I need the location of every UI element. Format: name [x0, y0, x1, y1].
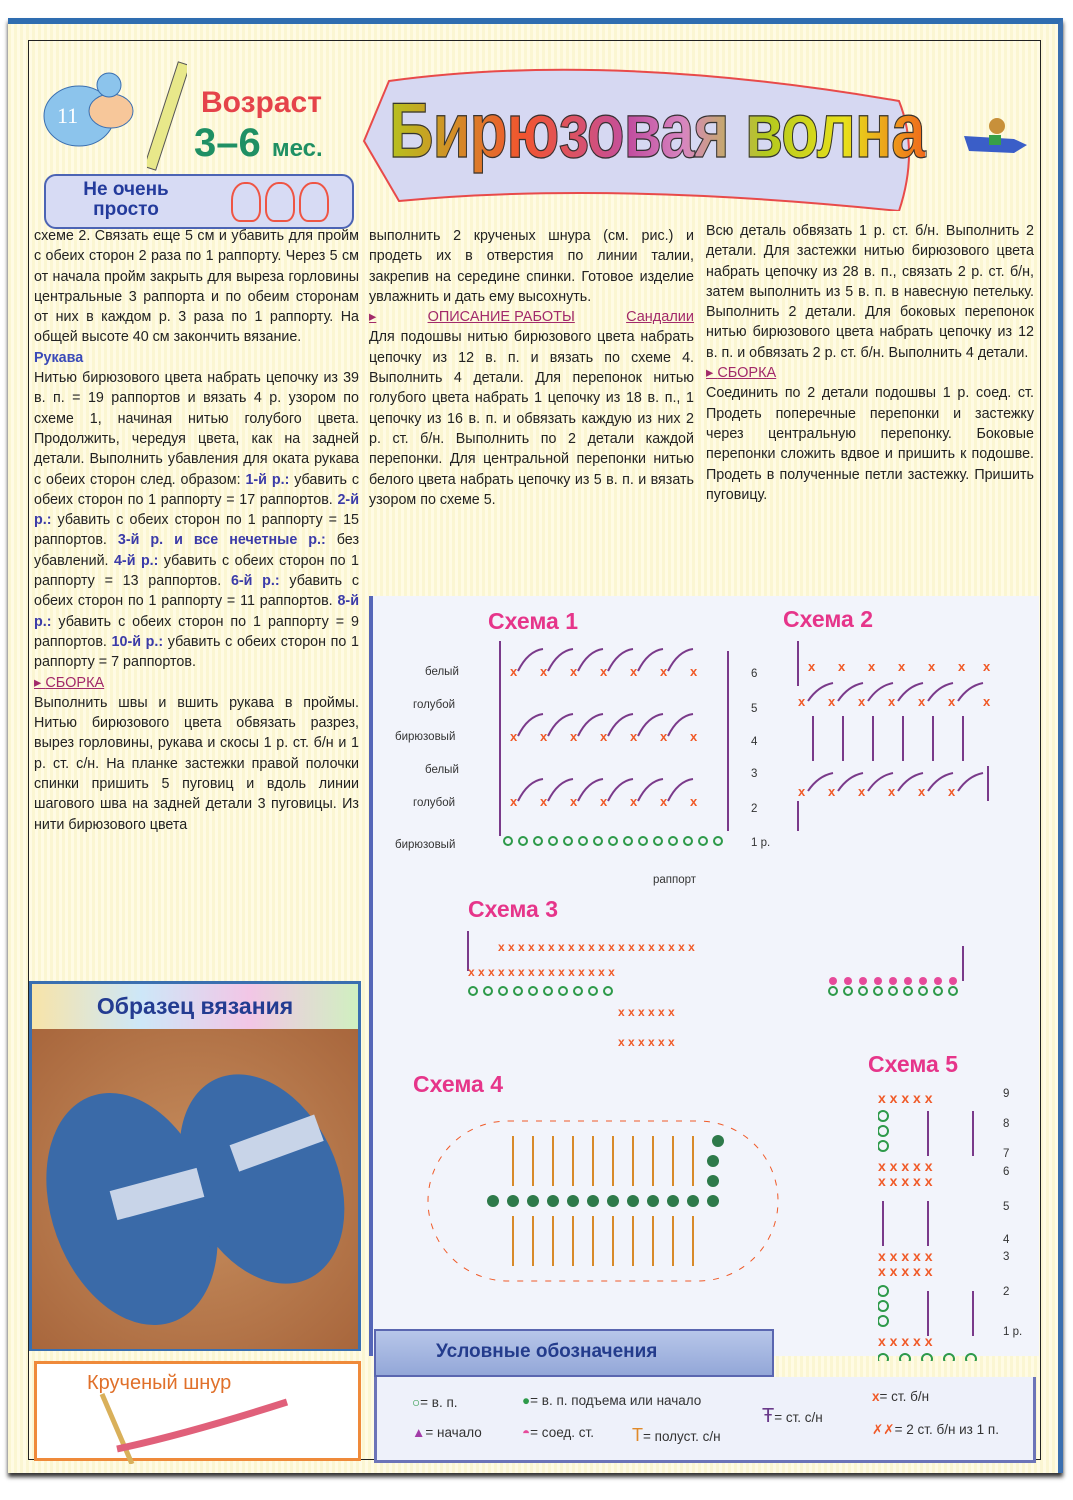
sample-title: Образец вязания	[32, 984, 358, 1029]
svg-text:x: x	[510, 729, 518, 744]
svg-text:x: x	[630, 664, 638, 679]
svg-text:x: x	[600, 729, 608, 744]
baby-icons	[231, 182, 329, 222]
svg-text:x: x	[808, 659, 816, 674]
legend-item: Ŧ= ст. с/н	[762, 1405, 823, 1427]
svg-text:x: x	[798, 784, 806, 799]
schemes-panel: Схема 1 белый голубой бирюзовый белый голубой бирюзовый x x x x x x x x x x x x x x x x x x x x x 6 5 4 3 2 1 р. раппорт Схема 2 x x x x x x x x x x x x x x x x x x x x Схема 3 x x x x x x x x x x x x x x x x x x x x x x x x x x x x x x x x x x x x x x x x x x x x x x x Схема 4 Схема 5 x x x x x x x x x x x x x x x x x x x x x x x x x x x x x x 9 8 7 6 5 4 3 2 1 р.	[369, 596, 1039, 1356]
age-range: 3–6 мес.	[194, 121, 323, 165]
svg-text:x: x	[510, 794, 518, 809]
svg-text:x: x	[838, 659, 846, 674]
svg-text:x x x x x: x x x x x	[878, 1263, 933, 1279]
knitting-sample	[29, 981, 361, 1351]
svg-text:x: x	[918, 694, 926, 709]
svg-text:x: x	[798, 694, 806, 709]
svg-text:x: x	[660, 794, 668, 809]
svg-text:x: x	[948, 784, 956, 799]
svg-text:x: x	[888, 694, 896, 709]
svg-text:x: x	[983, 694, 991, 709]
magazine-page	[8, 18, 1063, 1473]
svg-text:x x x x x x x x x: x x x x x x x x x x x x x x x	[468, 965, 615, 979]
svg-text:x: x	[690, 664, 698, 679]
page-frame	[28, 40, 1041, 1460]
scheme-3-diagram	[458, 931, 978, 1051]
svg-text:x: x	[868, 659, 876, 674]
svg-text:x: x	[958, 659, 966, 674]
twisted-cord-figure: Крученый шнур	[34, 1361, 361, 1461]
svg-text:x x x x x: x x x x x	[878, 1091, 933, 1106]
legend-item: x= ст. б/н	[872, 1389, 930, 1404]
article-title: Бирюзовая волна	[389, 88, 925, 175]
svg-text:x: x	[540, 664, 548, 679]
svg-text:x: x	[948, 694, 956, 709]
text-column-3: Всю деталь обвязать 1 р. ст. б/н. Выполнить 2 детали. Для застежки нитью бирюзового цвета набрать цепочку из 28 в. п., связать 2 р. ст. б/н, затем выполнить из 5 в. п. в навесную петельку. Выполнить 2 детали. Для боковых перепонок нитью бирюзового цвета набрать цепочку из 12 в. п. и обвязать 2 р. ст. б/н. Выполнить 4 детали. ▸ СБОРКА Соединить по 2 детали подошвы 1 р. соед. ст. Продеть поперечные перепонки и застежку через центральную перепонку. Боковые перепонки сложить вдвое и пришить к подошве. Продеть в полученные петли застежку. Пришить пуговицу.	[706, 221, 1034, 505]
legend-item: ○= в. п.	[412, 1395, 458, 1410]
svg-text:x x x x x: x x x x x	[878, 1333, 933, 1349]
svg-text:x x x x x x: x x x x x x	[618, 1035, 675, 1049]
sleeves-heading: Рукава	[34, 349, 84, 366]
text-column-2: выполнить 2 крученых шнура (см. рис.) и продеть их в отверстия по линии талии, закрепив на середине спинки. Готовое изделие увлажнить и дать ему высохнуть. ▸ ОПИСАНИЕ РАБОТЫ Сандалии Для подошвы нитью бирюзового цвета набрать цепочку из 12 в. п. и вязать по схеме 4. Выполнить 4 детали. Для перепонок нитью голубого цвета набрать 1 цепочку из 18 в. п., 1 цепочку из 16 в. п. и обвязать каждую из них 2 р. ст. б/н. Выполнить по 2 детали каждой перепонки. Для центральной перепонки нитью белого цвета набрать цепочку из 5 в. п. и вязать узором по схеме 5.	[369, 226, 694, 510]
scheme-2-title: Схема 2	[783, 606, 874, 632]
baby-icon	[265, 182, 295, 222]
svg-text:x: x	[858, 694, 866, 709]
legend-item: ✗✗= 2 ст. б/н из 1 п.	[872, 1422, 999, 1437]
legend	[374, 1377, 1036, 1463]
legend-item: ◓= соед. ст.	[522, 1425, 594, 1440]
work-description-heading: ▸ ОПИСАНИЕ РАБОТЫ Сандалии	[369, 307, 694, 327]
svg-text:x: x	[540, 729, 548, 744]
scheme-5-title: Схема 5	[868, 1051, 959, 1077]
scheme-4-title: Схема 4	[413, 1071, 504, 1097]
svg-text:x: x	[540, 794, 548, 809]
age-label: Возраст	[201, 86, 322, 119]
svg-text:x: x	[570, 729, 578, 744]
svg-text:x: x	[570, 664, 578, 679]
svg-text:x: x	[570, 794, 578, 809]
header	[29, 41, 1042, 221]
svg-text:x: x	[888, 784, 896, 799]
svg-text:x x x x x x x x x x x x x x x: x x x x x x x x x x x x x x x x x x x x	[498, 940, 695, 954]
svg-text:x: x	[858, 784, 866, 799]
scheme-3-title: Схема 3	[468, 896, 559, 922]
legend-header: Условные обозначения	[374, 1329, 774, 1377]
svg-text:x: x	[510, 664, 518, 679]
svg-text:x: x	[600, 664, 608, 679]
svg-text:11: 11	[57, 103, 79, 128]
svg-text:x: x	[828, 784, 836, 799]
svg-text:x: x	[928, 659, 936, 674]
assembly-heading-2: ▸ СБОРКА	[706, 363, 1034, 383]
assembly-heading-1: ▸ СБОРКА	[34, 673, 359, 693]
svg-text:x x x x x x: x x x x x x	[618, 1005, 675, 1019]
svg-text:x: x	[983, 659, 991, 674]
svg-text:x: x	[690, 794, 698, 809]
scheme-2-diagram	[793, 641, 1013, 831]
svg-text:x: x	[918, 784, 926, 799]
ruler-icon	[147, 61, 187, 171]
svg-text:x: x	[898, 659, 906, 674]
scheme-1-diagram	[488, 641, 748, 851]
svg-text:x: x	[660, 664, 668, 679]
svg-text:x x x x x: x x x x x	[878, 1158, 933, 1174]
legend-item: ●= в. п. подъема или начало	[522, 1393, 702, 1408]
legend-item: T= полуст. с/н	[632, 1425, 721, 1445]
scheme-4-diagram	[403, 1106, 803, 1296]
svg-text:x x x x x: x x x x x	[878, 1173, 933, 1189]
scheme-1-title: Схема 1	[488, 608, 579, 634]
svg-text:x: x	[828, 694, 836, 709]
baby-icon	[231, 182, 261, 222]
svg-text:x: x	[630, 729, 638, 744]
baby-icon	[299, 182, 329, 222]
svg-text:x: x	[690, 729, 698, 744]
svg-text:x: x	[630, 794, 638, 809]
sandals-photo	[32, 1029, 358, 1349]
difficulty-badge: Не очень просто	[44, 174, 354, 229]
sandals-image	[32, 1029, 358, 1349]
legend-item: ▲= начало	[412, 1425, 482, 1440]
svg-text:x: x	[600, 794, 608, 809]
text-column-1: схеме 2. Связать еще 5 см и убавить для пройм с обеих сторон 2 раза по 1 раппорту. Через 5 см от начала пройм закрыть для выреза горловины центральные 3 раппорта и по обеим сторонам от них в каждом р. 3 раза по 1 раппорту. На общей высоте 40 см закончить вязание. Рукава Нитью бирюзового цвета набрать цепочку из 39 в. п. = 19 раппортов и вязать 4 р. узором по схеме 1, начиная нитью голубого цвета. Продолжить, чередуя цвета, как на задней детали. Выполнить убавления для оката рукава с обеих сторон след. образом: 1-й р.: убавить с обеих сторон по 1 раппорту = 17 раппортов. 2-й р.: убавить с обеих сторон по 1 раппорту = 15 раппортов. 3-й р. и все нечетные р.: без убавлений. 4-й р.: убавить с обеих сторон по 1 раппорту = 13 раппортов. 6-й р.: убавить с обеих сторон по 1 раппорту = 11 раппортов. 8-й р.: убавить с обеих сторон по 1 раппорту = 9 раппортов. 10-й р.: убавить с обеих сторон по 1 раппорту = 7 раппортов. ▸ СБОРКА Выполнить швы и вшить рукава в проймы. Нитью бирюзового цвета обвязать разрез, вырез горловины, рукава и скосы 1 р. ст. б/н и 1 р. ст. с/н. На планке застежки правой полочки спинки пришить 5 пуговиц и вдоль линии шагового шва на задней детали 3 пуговицы. Из нити бирюзового цвета	[34, 226, 359, 835]
svg-text:x: x	[660, 729, 668, 744]
scheme-5-diagram	[878, 1091, 988, 1361]
svg-text:x x x x x: x x x x x	[878, 1248, 933, 1264]
airplane-icon	[959, 111, 1029, 171]
hippo-icon	[39, 61, 139, 161]
